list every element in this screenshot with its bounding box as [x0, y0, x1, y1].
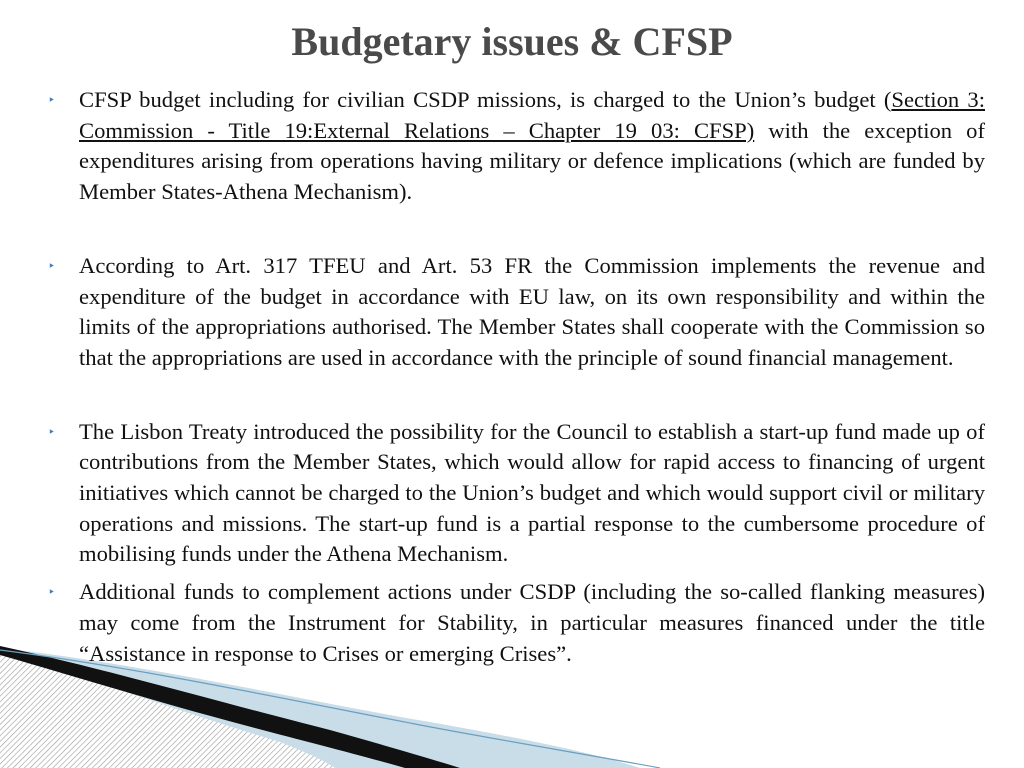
- bullet-cfsp-budget: [48, 85, 985, 208]
- bullet-list: [48, 85, 985, 669]
- bullet-marker-icon: ‣: [48, 424, 56, 439]
- bullet-lisbon-treaty: [48, 417, 985, 571]
- bullet-marker-icon: ‣: [48, 585, 56, 600]
- bullet-text-after: with the exception of expenditures arising from operations having military or defence implications (which are funded by Member States-Athena Mechanism).: [79, 117, 985, 205]
- slide-title: Budgetary issues & CFSP: [291, 19, 733, 64]
- bullet-text: The Lisbon Treaty introduced the possibility for the Council to establish a start-up fund made up of contributions from the Member States, which would allow for rapid access to financing of urgent initiatives which cannot be charged to the Union’s budget and which would support civil or military operations and missions. The start-up fund is a partial response to the cumbersome procedure of mobilising funds under the Athena Mechanism.: [79, 418, 985, 567]
- bullet-art-317: [48, 251, 985, 374]
- bullet-marker-icon: ‣: [48, 258, 56, 273]
- bullet-marker-icon: ‣: [48, 93, 56, 107]
- bullet-text-before: CFSP budget including for civilian CSDP missions, is charged to the Union’s budget (: [79, 87, 892, 112]
- bullet-text: Additional funds to complement actions under CSDP (including the so-called flanking measures) may come from the Instrument for Stability, in particular measures financed under the title “Assistance in response to Crises or emerging Crises”.: [79, 579, 985, 666]
- bullet-text: According to Art. 317 TFEU and Art. 53 FR the Commission implements the revenue and expenditure of the budget in accordance with EU law, on its own responsibility and within the limits of the appropriations authorised. The Member States shall cooperate with the Commission so that the appropriations are used in accordance with the principle of sound financial management.: [79, 252, 985, 370]
- budget-section-reference: Section 3: Commission - Title 19:External Relations – Chapter 19 03: CFSP): [79, 87, 985, 143]
- bullet-additional-funds: [48, 577, 985, 669]
